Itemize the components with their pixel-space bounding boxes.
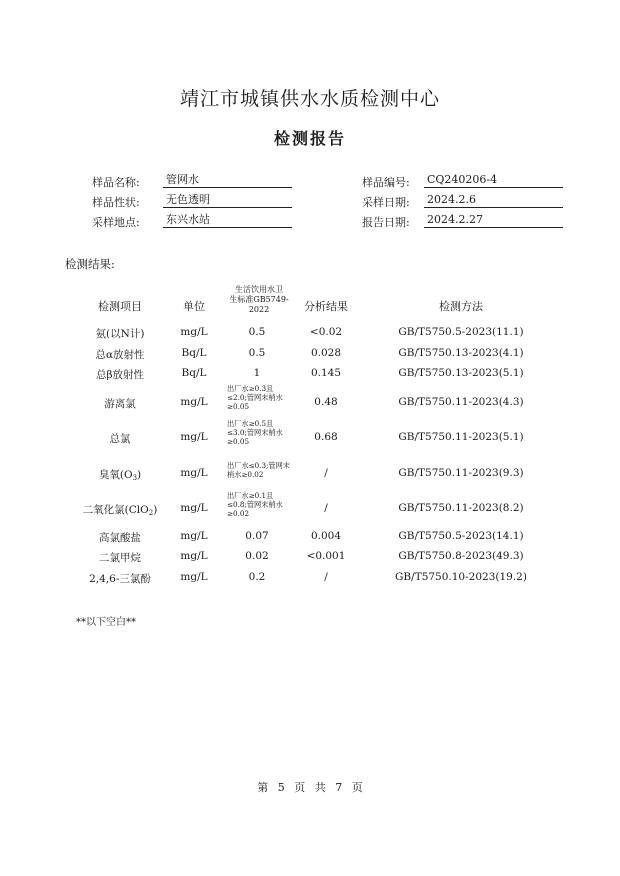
- table-row-result: /: [324, 571, 328, 583]
- header-method: 检测方法: [439, 300, 483, 313]
- table-row-unit: mg/L: [180, 467, 208, 479]
- sample-state-value: 无色透明: [163, 192, 292, 208]
- table-row-unit: mg/L: [180, 550, 208, 562]
- table-row-item: 总β放射性: [95, 369, 145, 381]
- sample-date-value: 2024.2.6: [424, 192, 563, 208]
- table-row-standard: 0.5: [248, 347, 266, 359]
- item-text: 臭氧(O: [98, 469, 133, 481]
- header-result: 分析结果: [304, 300, 348, 313]
- table-row-result: 0.145: [310, 367, 342, 379]
- table-row-standard: 1: [253, 367, 261, 379]
- table-row-standard: 出厂水≥0.1且≤0.8;管网末梢水≥0.02: [227, 491, 283, 519]
- table-row-standard: 0.07: [245, 530, 269, 542]
- table-row-item: 2,4,6-三氯酚: [89, 573, 151, 585]
- table-row-item: [68, 502, 172, 517]
- table-row-unit: mg/L: [180, 431, 208, 443]
- table-row-unit: mg/L: [180, 502, 208, 514]
- header-standard-line3: 2022: [248, 305, 270, 314]
- table-row-result: 0.028: [310, 347, 342, 359]
- table-row-standard: 0.02: [245, 550, 269, 562]
- header-unit: 单位: [183, 300, 205, 313]
- table-row-item: 总氯: [109, 433, 131, 445]
- item-subscript: 3: [132, 474, 138, 482]
- table-row-method: GB/T5750.11-2023(5.1): [398, 431, 524, 443]
- report-title: 检测报告: [273, 129, 346, 148]
- sample-date-label: 采样日期:: [362, 196, 410, 209]
- sample-site-label: 采样地点:: [92, 216, 140, 229]
- sample-code-value: CQ240206-4: [424, 172, 563, 188]
- table-row-standard: 出厂水≤0.3;管网末梢水≥0.02: [227, 461, 291, 480]
- table-row-result: 0.68: [314, 431, 338, 443]
- sample-state-label: 样品性状:: [92, 196, 140, 209]
- header-item: 检测项目: [98, 300, 142, 313]
- sample-name-label: 样品名称:: [92, 176, 140, 189]
- table-row-method: GB/T5750.10-2023(19.2): [395, 571, 527, 583]
- header-standard: [222, 285, 296, 315]
- item-text: 二氧化氯(ClO: [82, 504, 149, 516]
- table-row-unit: mg/L: [180, 326, 208, 338]
- report-date-value: 2024.2.27: [424, 212, 563, 228]
- table-row-unit: Bq/L: [181, 367, 207, 379]
- table-row-result: <0.001: [306, 550, 346, 562]
- results-title: 检测结果:: [65, 257, 115, 271]
- table-row-standard: 0.5: [248, 326, 266, 338]
- sample-name-value: 管网水: [163, 172, 292, 188]
- table-row-method: GB/T5750.8-2023(49.3): [398, 550, 524, 562]
- header-standard-line2: 生标准GB5749-: [229, 295, 289, 304]
- table-row-method: GB/T5750.5-2023(11.1): [398, 326, 524, 338]
- table-row-item: 高氯酸盐: [99, 532, 141, 544]
- sample-code-label: 样品编号:: [362, 176, 410, 189]
- sample-site-value: 东兴水站: [163, 212, 292, 228]
- table-row-standard: 出厂水≥0.5且≤3.0;管网末梢水≥0.05: [227, 419, 283, 447]
- table-row-result: /: [324, 467, 328, 479]
- table-row-method: GB/T5750.11-2023(9.3): [398, 467, 524, 479]
- table-row-item: 氨(以N计): [95, 328, 145, 340]
- end-mark: **以下空白**: [76, 617, 136, 628]
- table-row-method: GB/T5750.5-2023(14.1): [398, 530, 524, 542]
- table-row-standard: 出厂水≥0.3且≤2.0;管网末梢水≥0.05: [227, 384, 283, 412]
- report-date-label: 报告日期:: [362, 216, 410, 229]
- item-subscript: 2: [148, 509, 154, 517]
- table-row-unit: mg/L: [180, 396, 208, 408]
- table-row-unit: mg/L: [180, 530, 208, 542]
- table-row-item: 游离氯: [104, 398, 136, 410]
- table-row-item: [68, 467, 172, 482]
- table-row-standard: 0.2: [248, 571, 266, 583]
- table-row-item: 总α放射性: [95, 349, 145, 361]
- table-row-result: /: [324, 502, 328, 514]
- table-row-unit: mg/L: [180, 571, 208, 583]
- table-row-result: 0.004: [310, 530, 342, 542]
- table-row-item: 二氯甲烷: [99, 552, 141, 564]
- table-row-method: GB/T5750.13-2023(5.1): [398, 367, 524, 379]
- table-row-method: GB/T5750.11-2023(8.2): [398, 502, 524, 514]
- table-row-unit: Bq/L: [181, 347, 207, 359]
- table-row-method: GB/T5750.13-2023(4.1): [398, 347, 524, 359]
- header-standard-line1: 生活饮用水卫: [235, 285, 283, 294]
- page-number: 第 5 页 共 7 页: [257, 781, 363, 794]
- item-tail: ): [137, 469, 142, 481]
- org-title: 靖江市城镇供水水质检测中心: [179, 88, 440, 110]
- table-row-method: GB/T5750.11-2023(4.3): [398, 396, 524, 408]
- table-row-result: 0.48: [314, 396, 338, 408]
- item-tail: ): [153, 504, 158, 516]
- table-row-result: <0.02: [309, 326, 343, 338]
